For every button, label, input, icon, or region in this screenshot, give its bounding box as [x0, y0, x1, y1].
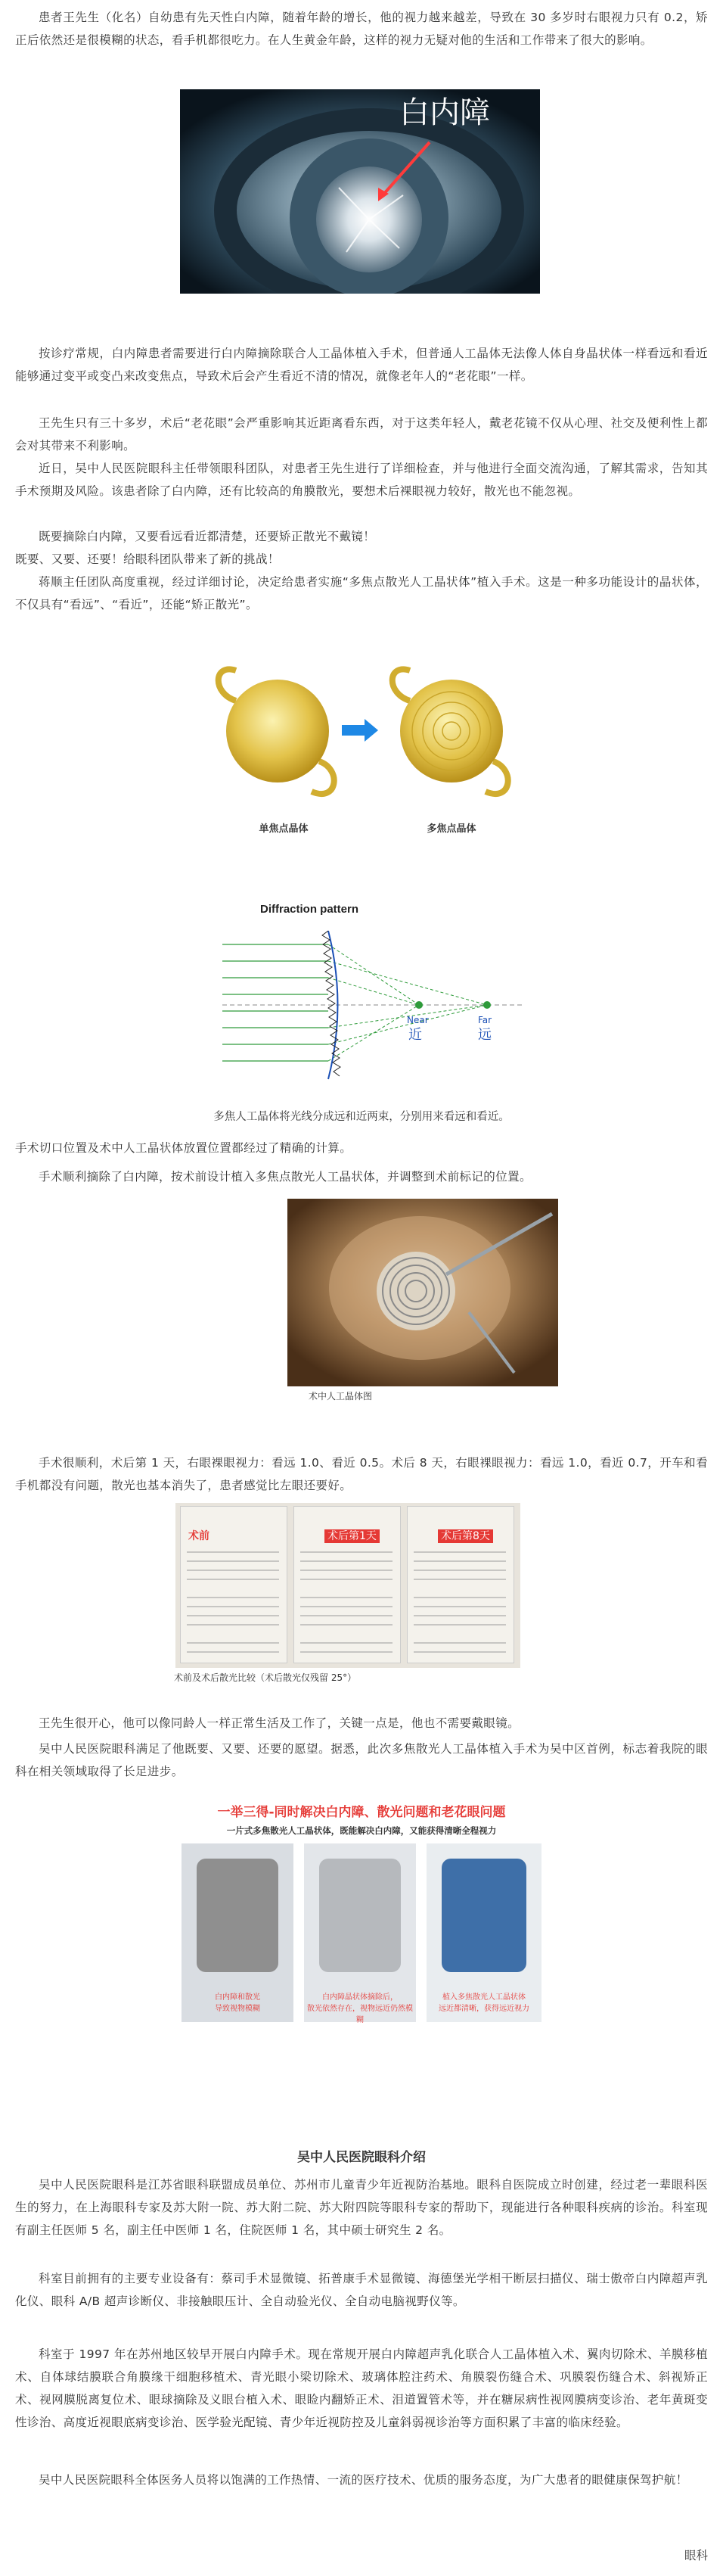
intraop-caption: 术中人工晶体图	[308, 1391, 372, 1402]
lens-comparison-image	[206, 640, 517, 846]
paragraph-intro: 患者王先生（化名）自幼患有先天性白内障，随着年龄的增长，他的视力越来越差，导致在 30 多岁时右眼视力只有 0.2，矫正后依然还是很模糊的状态，看手机都很吃力。在人生黄金年龄，这样的视力无疑对他的生活和工作带来了很大的影响。	[15, 11, 708, 47]
promo-panel-clear	[427, 1843, 541, 2022]
printout-day8-label: 术后第8天	[438, 1529, 493, 1543]
paragraph-treatment-norm: 按诊疗常规，白内障患者需要进行白内障摘除联合人工晶体植入手术，但普通人工晶体无法像人体自身晶状体一样看远和看近能够通过变平或变凸来改变焦点，导致术后会产生看近不清的情况，就像老年人的“老花眼”一样。	[15, 347, 708, 383]
multi-focus-label: 多焦点晶体	[427, 823, 476, 835]
printout-day1-label: 术后第1天	[324, 1529, 380, 1543]
paragraph-results: 手术很顺利，术后第 1 天，右眼裸眼视力：看远 1.0、看近 0.5。术后 8 天，右眼裸眼视力：看远 1.0，看近 0.7，开车和看手机都没有问题，散光也基本消失了，患者感觉比左眼还要好。	[15, 1456, 708, 1492]
promo-subhead: 一片式多焦散光人工晶状体，既能解决白内障，又能获得清晰全程视力	[226, 1825, 497, 1836]
far-label-en: Far	[478, 1015, 492, 1025]
paragraph-equipment: 科室目前拥有的主要专业设备有：蔡司手术显微镜、拓普康手术显微镜、海德堡光学相干断层扫描仪、瑞士傲帝白内障超声乳化仪、眼科 A/B 超声诊断仪、非接触眼压计、全自动验光仪、全自动电脑视野仪等。	[15, 2272, 708, 2308]
printout-day8	[407, 1506, 514, 1663]
paragraph-challenge: 既要、又要、还要！给眼科团队带来了新的挑战！	[15, 552, 280, 566]
diffraction-title: Diffraction pattern	[260, 903, 359, 916]
far-label-cn: 远	[478, 1027, 492, 1043]
refraction-printout-image	[175, 1503, 520, 1668]
promo-panel-clear-text: 植入多焦散光人工晶状体 远近都清晰，获得远近视力	[439, 1993, 529, 2013]
cataract-label: 白内障	[399, 95, 490, 130]
cataract-eye-image	[180, 89, 540, 294]
paragraph-first-case: 吴中人民医院眼科满足了他既要、又要、还要的愿望。据悉，此次多焦散光人工晶体植入手术为吴中区首例，标志着我院的眼科在相关领域取得了长足进步。	[15, 1742, 708, 1778]
printout-pre-label: 术前	[188, 1530, 209, 1542]
near-label-cn: 近	[408, 1027, 422, 1043]
paragraph-incision: 手术切口位置及术中人工晶状体放置位置都经过了精确的计算。	[15, 1141, 352, 1155]
diffraction-caption: 多焦人工晶体将光线分成远和近两束，分别用来看远和看近。	[213, 1111, 510, 1123]
section-title: 吴中人民医院眼科介绍	[297, 2150, 426, 2165]
near-label-en: Near	[407, 1015, 429, 1025]
printout-day1	[293, 1506, 401, 1663]
paragraph-surgeries: 科室于 1997 年在苏州地区较早开展白内障手术。现在常规开展白内障超声乳化联合人工晶体植入术、翼肉切除术、羊膜移植术、自体球结膜联合角膜缘干细胞移植术、青光眼小梁切除术、玻璃体腔注药术、角膜裂伤缝合术、巩膜裂伤缝合术、斜视矫正术、视网膜脱离复位术、眼球摘除及义眼台植入术、眼睑内翻矫正术、泪道置管术等，并在糖尿病性视网膜病变诊治、老年黄斑变性诊治、高度近视眼底病变诊治、医学验光配镜、青少年近视防控及儿童斜弱视诊治等方面积累了丰富的临床经验。	[15, 2347, 708, 2429]
paragraph-team-exam: 近日，吴中人民医院眼科主任带领眼科团队，对患者王先生进行了详细检查，并与他进行全面交流沟通，了解其需求，告知其手术预期及风险。该患者除了白内障，还有比较高的角膜散光，要想术后裸眼视力较好，散光也不能忽视。	[15, 462, 708, 498]
promo-panel-cataract	[182, 1843, 293, 2022]
refraction-caption: 术前及术后散光比较（术后散光仅残留 25°）	[174, 1672, 357, 1683]
promo-headline: 一举三得-同时解决白内障、散光问题和老花眼问题	[217, 1805, 506, 1820]
paragraph-requirements: 既要摘除白内障，又要看远看近都清楚，还要矫正散光不戴镜！	[39, 530, 376, 543]
single-focus-label: 单焦点晶体	[259, 823, 309, 835]
promo-panel-cataract-text: 白内障和散光 导致视物模糊	[215, 1993, 260, 2013]
paragraph-patient-happy: 王先生很开心，他可以像同龄人一样正常生活及工作了，关键一点是，他也不需要戴眼镜。	[39, 1716, 520, 1730]
paragraph-closing: 吴中人民医院眼科全体医务人员将以饱满的工作热情、一流的医疗技术、优质的服务态度，为广大患者的眼健康保驾护航！	[39, 2473, 688, 2487]
intraop-lens-image	[287, 1199, 558, 1386]
paragraph-surgery: 手术顺利摘除了白内障，按术前设计植入多焦点散光人工晶状体，并调整到术前标记的位置。	[39, 1170, 532, 1184]
paragraph-lens-choice: 蒋顺主任团队高度重视，经过详细讨论，决定给患者实施“多焦点散光人工晶状体”植入手术。这是一种多功能设计的晶状体，不仅具有“看远”、“看近”，还能“矫正散光”。	[15, 575, 708, 611]
paragraph-dept-intro: 吴中人民医院眼科是江苏省眼科联盟成员单位、苏州市儿童青少年近视防治基地。眼科自医院成立时创建，经过老一辈眼科医生的努力，在上海眼科专家及苏大附一院、苏大附二院、苏大附四院等眼科专家的帮助下，现能进行各种眼科疾病的诊治。科室现有副主任医师 5 名，副主任中医师 1 名，住院医师 1 名，其中硕士研究生 2 名。	[15, 2178, 708, 2237]
diffraction-diagram	[215, 901, 532, 1102]
promo-panel-astigmatism-text: 白内障晶状体摘除后， 散光依然存在，视物远近仍然模糊	[307, 1993, 413, 2024]
printout-pre	[180, 1506, 287, 1663]
footer-signature: 眼科	[684, 2549, 708, 2562]
promo-banner-image	[175, 1803, 548, 2027]
paragraph-young-patient: 王先生只有三十多岁，术后“老花眼”会严重影响其近距离看东西，对于这类年轻人，戴老花镜不仅从心理、社交及便利性上都会对其带来不利影响。	[15, 416, 708, 453]
promo-panel-astigmatism	[304, 1843, 416, 2022]
